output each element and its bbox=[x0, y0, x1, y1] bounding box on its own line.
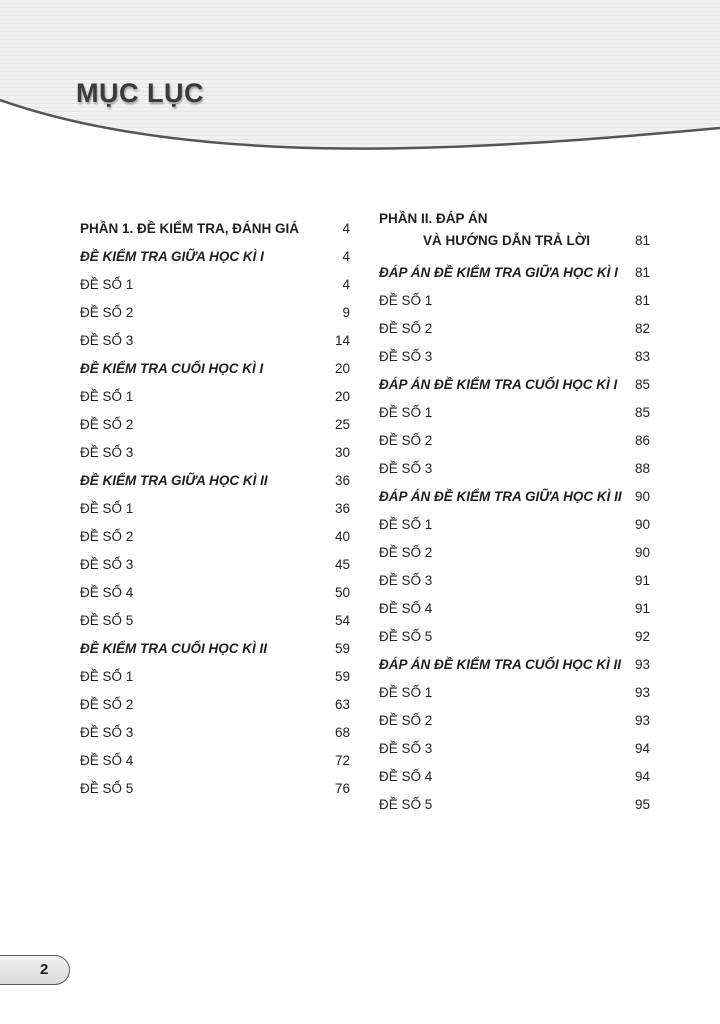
toc-page-number: 68 bbox=[334, 725, 350, 740]
toc-entry[interactable] bbox=[379, 532, 650, 560]
toc-entry-label: ĐỀ SỐ 1 bbox=[80, 669, 134, 684]
toc-entry[interactable] bbox=[80, 432, 350, 460]
toc-page-number: 86 bbox=[634, 433, 650, 448]
toc-entry[interactable] bbox=[80, 768, 350, 796]
toc-entry-label: ĐỀ SỐ 4 bbox=[379, 601, 433, 616]
toc-page-number: 40 bbox=[334, 529, 350, 544]
toc-page-number: 36 bbox=[334, 473, 350, 488]
toc-entry-label: ĐÁP ÁN ĐỀ KIỂM TRA CUỐI HỌC KÌ I bbox=[379, 377, 618, 392]
toc-right-list bbox=[379, 252, 650, 812]
toc-entry-label: ĐÁP ÁN ĐỀ KIỂM TRA GIỮA HỌC KÌ II bbox=[379, 489, 622, 504]
section-heading-line2: VÀ HƯỚNG DẪN TRẢ LỜI bbox=[423, 233, 590, 248]
toc-page-number: 93 bbox=[634, 685, 650, 700]
toc-page-number: 91 bbox=[634, 573, 650, 588]
page-number-tab bbox=[0, 955, 70, 985]
toc-entry-label: ĐỀ SỐ 3 bbox=[379, 349, 433, 364]
toc-entry[interactable] bbox=[80, 656, 350, 684]
toc-page-number: 81 bbox=[634, 265, 650, 280]
toc-entry[interactable] bbox=[80, 544, 350, 572]
toc-page-number: 88 bbox=[634, 461, 650, 476]
toc-entry[interactable] bbox=[379, 756, 650, 784]
toc-page-number: 36 bbox=[334, 501, 350, 516]
toc-page-number: 93 bbox=[634, 713, 650, 728]
toc-entry[interactable] bbox=[379, 476, 650, 504]
toc-page-number: 72 bbox=[334, 753, 350, 768]
toc-entry-label: ĐỀ KIỂM TRA GIỮA HỌC KÌ II bbox=[80, 473, 268, 488]
toc-entry-label: ĐỀ SỐ 5 bbox=[80, 781, 134, 796]
toc-page-number: 91 bbox=[634, 601, 650, 616]
toc-entry[interactable] bbox=[379, 700, 650, 728]
toc-entry-label: ĐỀ SỐ 2 bbox=[379, 433, 433, 448]
toc-entry-label: ĐỀ KIỂM TRA CUỐI HỌC KÌ II bbox=[80, 641, 268, 656]
toc-entry-label: ĐỀ SỐ 1 bbox=[379, 405, 433, 420]
toc-entry[interactable] bbox=[80, 236, 350, 264]
toc-page-number: 4 bbox=[342, 277, 350, 292]
toc-entry[interactable] bbox=[379, 252, 650, 280]
toc-entry[interactable] bbox=[379, 504, 650, 532]
toc-entry-label: ĐỀ SỐ 4 bbox=[80, 585, 134, 600]
toc-page-number: 50 bbox=[334, 585, 350, 600]
toc-entry[interactable] bbox=[80, 600, 350, 628]
toc-entry-label: ĐỀ SỐ 1 bbox=[80, 389, 134, 404]
toc-entry-label: ĐỀ SỐ 2 bbox=[379, 713, 433, 728]
toc-entry-label: ĐỀ SỐ 4 bbox=[379, 769, 433, 784]
toc-page-number: 95 bbox=[634, 797, 650, 812]
toc-entry[interactable] bbox=[80, 572, 350, 600]
toc-entry[interactable] bbox=[80, 292, 350, 320]
toc-entry[interactable] bbox=[379, 616, 650, 644]
toc-page-number: 81 bbox=[634, 293, 650, 308]
toc-entry-label: ĐỀ SỐ 3 bbox=[80, 557, 134, 572]
toc-entry[interactable] bbox=[80, 376, 350, 404]
toc-entry-label: ĐỀ SỐ 2 bbox=[80, 529, 134, 544]
toc-entry-label: ĐỀ SỐ 5 bbox=[379, 629, 433, 644]
toc-entry[interactable] bbox=[80, 320, 350, 348]
toc-entry[interactable] bbox=[379, 784, 650, 812]
toc-entry-label: PHẦN 1. ĐỀ KIỂM TRA, ĐÁNH GIÁ bbox=[80, 221, 300, 236]
toc-entry[interactable] bbox=[80, 488, 350, 516]
toc-entry[interactable] bbox=[80, 208, 350, 236]
toc-page-number: 63 bbox=[334, 697, 350, 712]
toc-entry-label: ĐỀ SỐ 4 bbox=[80, 753, 134, 768]
toc-entry[interactable] bbox=[379, 644, 650, 672]
toc-entry-label: ĐÁP ÁN ĐỀ KIỂM TRA CUỐI HỌC KÌ II bbox=[379, 657, 622, 672]
toc-entry[interactable] bbox=[379, 672, 650, 700]
toc-entry-label: ĐỀ SỐ 3 bbox=[80, 333, 134, 348]
page-title: MỤC LỤC bbox=[76, 78, 204, 108]
toc-page-number: 20 bbox=[334, 389, 350, 404]
toc-entry-label: ĐÁP ÁN ĐỀ KIỂM TRA GIỮA HỌC KÌ I bbox=[379, 265, 618, 280]
toc-entry[interactable] bbox=[379, 336, 650, 364]
toc-entry-label: ĐỀ SỐ 2 bbox=[80, 697, 134, 712]
toc-page-number: 59 bbox=[334, 669, 350, 684]
toc-entry[interactable] bbox=[80, 628, 350, 656]
toc-entry-label: ĐỀ SỐ 2 bbox=[80, 417, 134, 432]
toc-entry[interactable] bbox=[379, 728, 650, 756]
toc-page-number: 90 bbox=[634, 545, 650, 560]
toc-entry-label: ĐỀ SỐ 1 bbox=[80, 277, 134, 292]
toc-page-number: 76 bbox=[334, 781, 350, 796]
toc-page-number: 94 bbox=[634, 741, 650, 756]
toc-page-number: 20 bbox=[334, 361, 350, 376]
toc-entry[interactable] bbox=[379, 308, 650, 336]
toc-entry[interactable] bbox=[80, 404, 350, 432]
toc-entry-label: ĐỀ KIỂM TRA CUỐI HỌC KÌ I bbox=[80, 361, 264, 376]
toc-left-column bbox=[80, 208, 350, 796]
toc-entry[interactable] bbox=[80, 684, 350, 712]
page-number: 2 bbox=[40, 961, 49, 978]
toc-entry[interactable] bbox=[379, 420, 650, 448]
toc-entry-label: ĐỀ SỐ 3 bbox=[379, 461, 433, 476]
toc-page-number: 92 bbox=[634, 629, 650, 644]
toc-entry[interactable] bbox=[379, 364, 650, 392]
toc-page-number: 82 bbox=[634, 321, 650, 336]
toc-entry[interactable] bbox=[379, 448, 650, 476]
toc-page-number: 93 bbox=[634, 657, 650, 672]
section-heading-line1: PHẦN II. ĐÁP ÁN bbox=[379, 211, 488, 226]
toc-entry[interactable] bbox=[379, 280, 650, 308]
toc-page-number: 90 bbox=[634, 517, 650, 532]
toc-entry-label: ĐỀ SỐ 2 bbox=[379, 321, 433, 336]
toc-page-number: 85 bbox=[634, 405, 650, 420]
toc-right-column bbox=[379, 208, 650, 812]
toc-entry-label: ĐỀ SỐ 1 bbox=[379, 293, 433, 308]
toc-page-number: 4 bbox=[342, 221, 350, 236]
toc-entry-label: ĐỀ SỐ 1 bbox=[80, 501, 134, 516]
toc-page-number: 30 bbox=[334, 445, 350, 460]
toc-page-number: 14 bbox=[334, 333, 350, 348]
toc-entry-label: ĐỀ SỐ 3 bbox=[379, 741, 433, 756]
toc-entry[interactable] bbox=[80, 740, 350, 768]
toc-page-number: 94 bbox=[634, 769, 650, 784]
toc-entry-label: ĐỀ SỐ 5 bbox=[80, 613, 134, 628]
toc-entry[interactable] bbox=[80, 348, 350, 376]
toc-page-number: 83 bbox=[634, 349, 650, 364]
toc-entry[interactable] bbox=[80, 712, 350, 740]
toc-entry-label: ĐỀ SỐ 3 bbox=[379, 573, 433, 588]
toc-entry[interactable] bbox=[80, 516, 350, 544]
toc-entry[interactable] bbox=[80, 460, 350, 488]
toc-section-heading[interactable] bbox=[379, 208, 650, 252]
toc-page-number: 25 bbox=[334, 417, 350, 432]
toc-entry[interactable] bbox=[379, 560, 650, 588]
toc-entry[interactable] bbox=[379, 588, 650, 616]
toc-page-number: 54 bbox=[334, 613, 350, 628]
toc-entry-label: ĐỀ SỐ 1 bbox=[379, 517, 433, 532]
toc-page-number: 45 bbox=[334, 557, 350, 572]
toc-entry[interactable] bbox=[80, 264, 350, 292]
toc-entry-label: ĐỀ SỐ 3 bbox=[80, 725, 134, 740]
toc-entry-label: ĐỀ SỐ 5 bbox=[379, 797, 433, 812]
toc-entry-label: ĐỀ SỐ 3 bbox=[80, 445, 134, 460]
toc-page-number: 59 bbox=[334, 641, 350, 656]
toc-page-number: 9 bbox=[342, 305, 350, 320]
toc-page-number: 81 bbox=[634, 233, 650, 248]
toc-entry-label: ĐỀ SỐ 2 bbox=[379, 545, 433, 560]
toc-page-number: 85 bbox=[634, 377, 650, 392]
toc-entry-label: ĐỀ KIỂM TRA GIỮA HỌC KÌ I bbox=[80, 249, 264, 264]
toc-entry[interactable] bbox=[379, 392, 650, 420]
toc-page-number: 90 bbox=[634, 489, 650, 504]
toc-entry-label: ĐỀ SỐ 2 bbox=[80, 305, 134, 320]
toc-entry-label: ĐỀ SỐ 1 bbox=[379, 685, 433, 700]
toc-page-number: 4 bbox=[342, 249, 350, 264]
